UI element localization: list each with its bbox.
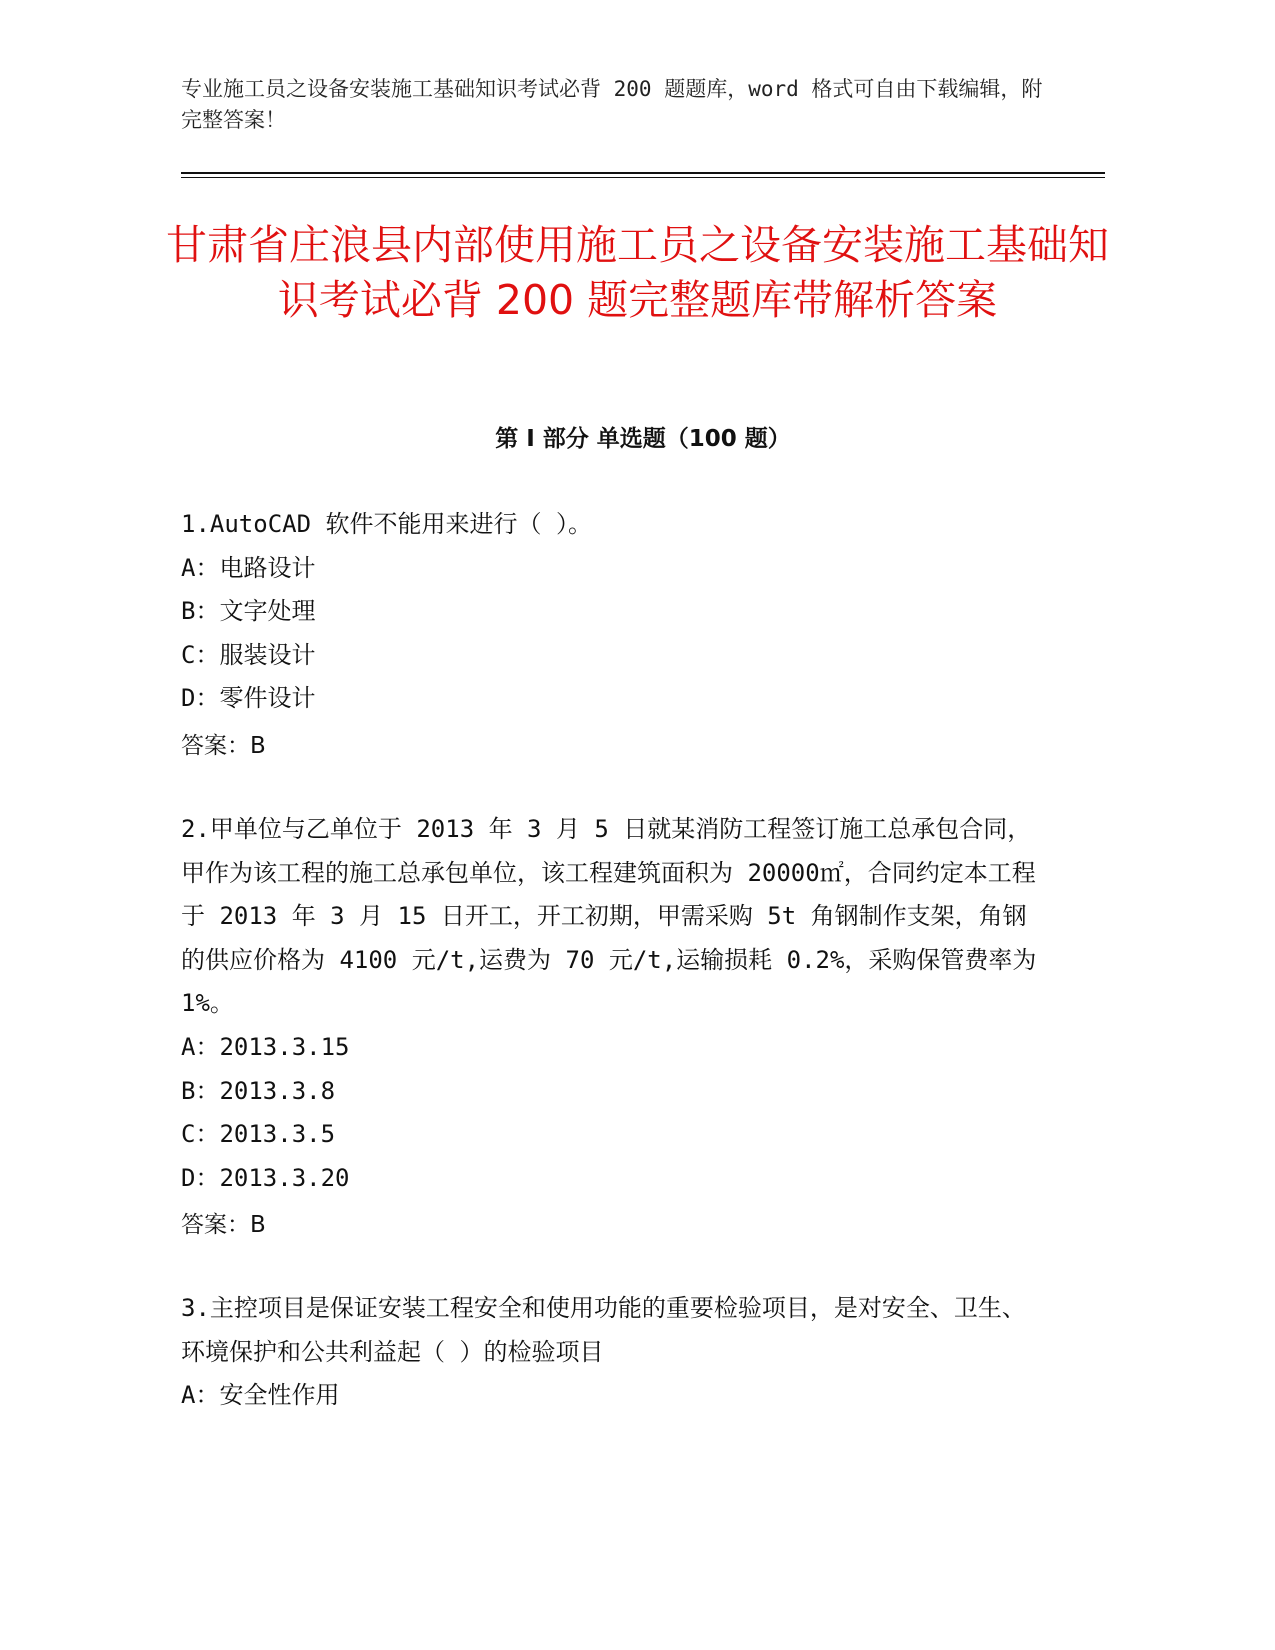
- header-divider-thin: [181, 177, 1105, 178]
- question-3-option-a: A：安全性作用: [181, 1381, 340, 1409]
- question-2-option-b: B：2013.3.8: [181, 1077, 336, 1105]
- question-2-option-a: A：2013.3.15: [181, 1033, 350, 1061]
- question-2-option-c: C：2013.3.5: [181, 1120, 336, 1148]
- header-divider: [181, 172, 1105, 174]
- question-1-option-a: A：电路设计: [181, 554, 316, 582]
- question-2-text: 2.甲单位与乙单位于 2013 年 3 月 5 日就某消防工程签订施工总承包合同，甲作为该工程的施工总承包单位，该工程建筑面积为 20000㎡，合同约定本工程于 2013 年 3 月 15 日开工，开工初期，甲需采购 5t 角钢制作支架，角钢的供应价格为 4100 元/t,运费为 70 元/t,运输损耗 0.2%，采购保管费率为 1%。: [181, 815, 1037, 1017]
- section-heading: 第 I 部分 单选题（100 题）: [495, 426, 791, 452]
- question-3-text: 3.主控项目是保证安装工程安全和使用功能的重要检验项目，是对安全、卫生、环境保护和公共利益起（ ）的检验项目: [181, 1294, 1026, 1366]
- question-1-option-d: D：零件设计: [181, 684, 316, 712]
- question-1-text: 1.AutoCAD 软件不能用来进行（ ）。: [181, 510, 592, 538]
- question-2-answer: 答案：B: [181, 1212, 266, 1238]
- question-1-answer: 答案：B: [181, 733, 266, 759]
- question-1-option-b: B：文字处理: [181, 597, 316, 625]
- question-2-option-d: D：2013.3.20: [181, 1164, 350, 1192]
- question-1-option-c: C：服装设计: [181, 641, 316, 669]
- document-title: 甘肃省庄浪县内部使用施工员之设备安装施工基础知识考试必背 200 题完整题库带解析答案: [166, 221, 1109, 324]
- header-note: 专业施工员之设备安装施工基础知识考试必背 200 题题库，word 格式可自由下载编辑，附完整答案！: [181, 77, 1043, 132]
